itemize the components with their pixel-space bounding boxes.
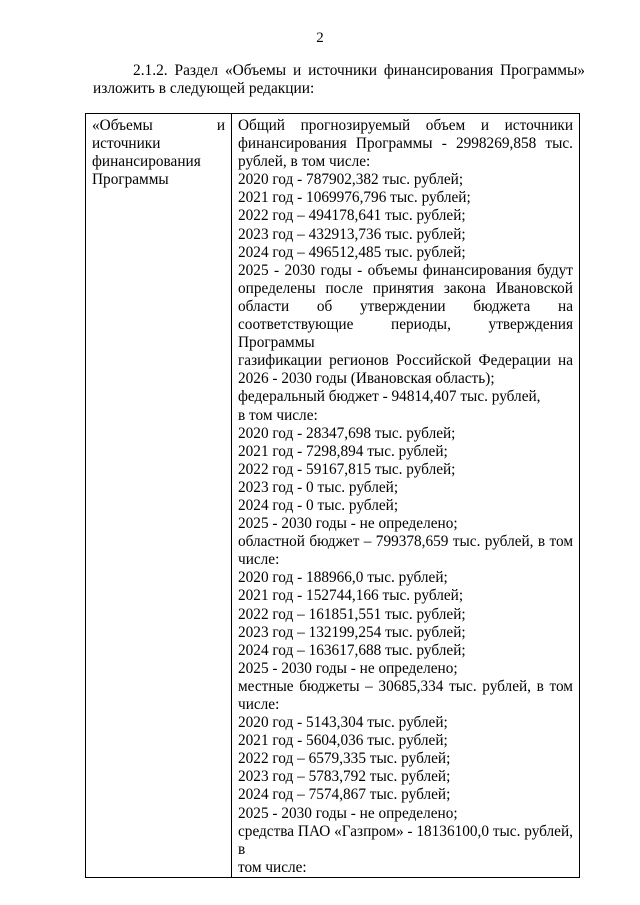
table-cell-section-name [86,114,232,878]
content-line: 2022 год – 494178,641 тыс. рублей; [238,207,466,225]
content-line: 2024 год – 7574,867 тыс. рублей; [238,786,451,804]
content-line: средства ПАО «Газпром» - 18136100,0 тыс. рублей, в [238,822,573,858]
content-line: 2021 год - 7298,894 тыс. рублей; [238,442,448,460]
section-content-text [238,117,573,877]
content-line: числе: [238,696,280,713]
content-line: областной бюджет – 799378,659 тыс. рублей, в том [238,533,573,551]
intro-paragraph [93,62,585,97]
content-line: местные бюджеты – 30685,334 тыс. рублей, в том [238,677,573,695]
content-line: федеральный бюджет - 94814,407 тыс. рублей, [238,388,541,406]
content-line: 2020 год - 5143,304 тыс. рублей; [238,714,448,732]
content-line: 2022 год - 59167,815 тыс. рублей; [238,460,456,478]
table-row [86,114,580,878]
content-line: 2025 - 2030 годы - не определено; [238,515,458,533]
content-line: определены после принятия закона Ивановской [238,279,573,297]
content-line: газификации регионов Российской Федерации на [238,352,573,370]
page-number: 2 [316,30,324,46]
content-line: 2021 год - 5604,036 тыс. рублей; [238,732,448,750]
content-line: 2023 год – 432913,736 тыс. рублей; [238,225,466,243]
content-line: 2025 - 2030 годы - не определено; [238,804,458,822]
content-line: области об утверждении бюджета на [238,297,573,315]
content-line: 2023 год – 5783,792 тыс. рублей; [238,768,451,786]
content-line: 2020 год - 188966,0 тыс. рублей; [238,569,448,587]
content-line: Общий прогнозируемый объем и источники [238,117,573,134]
content-line: соответствующие периоды, утверждения Программы [238,316,573,352]
content-line: 2025 - 2030 годы - объемы финансирования будут [238,261,573,279]
table-cell-section-content [232,114,580,878]
content-line: финансирования Программы - 2998269,858 тыс. [238,135,573,153]
content-line: 2021 год - 1069976,796 тыс. рублей; [238,189,471,207]
content-line: числе: [238,551,280,569]
content-line: 2024 год – 163617,688 тыс. рублей; [238,641,466,659]
content-line: 2024 год – 496512,485 тыс. рублей; [238,243,466,261]
content-line: 2022 год – 6579,335 тыс. рублей; [238,750,451,768]
content-line: 2024 год - 0 тыс. рублей; [238,496,399,514]
content-line: 2023 год - 0 тыс. рублей; [238,478,399,496]
financing-table [85,113,580,878]
content-line: 2021 год - 152744,166 тыс. рублей; [238,587,464,605]
intro-text: 2.1.2. Раздел «Объемы и источники финансирования Программы» изложить в следующей редакции: [93,62,585,97]
content-line: 2020 год - 28347,698 тыс. рублей; [238,424,456,442]
content-line: в том числе: [238,406,318,424]
section-name-text [92,117,225,189]
content-line: рублей, в том числе: [238,153,371,171]
content-line: 2026 - 2030 годы (Ивановская область); [238,370,495,388]
section-name-line: финансирования [92,153,201,171]
section-name-line: «Объемы и [92,117,225,134]
content-line: том числе: [238,858,307,876]
content-line: 2023 год – 132199,254 тыс. рублей; [238,623,466,641]
content-line: 2020 год - 787902,382 тыс. рублей; [238,171,464,189]
section-name-line: Программы [92,171,169,189]
content-line: 2025 - 2030 годы - не определено; [238,659,458,677]
content-line: 2022 год – 161851,551 тыс. рублей; [238,605,466,623]
section-name-line: источники [92,135,161,153]
